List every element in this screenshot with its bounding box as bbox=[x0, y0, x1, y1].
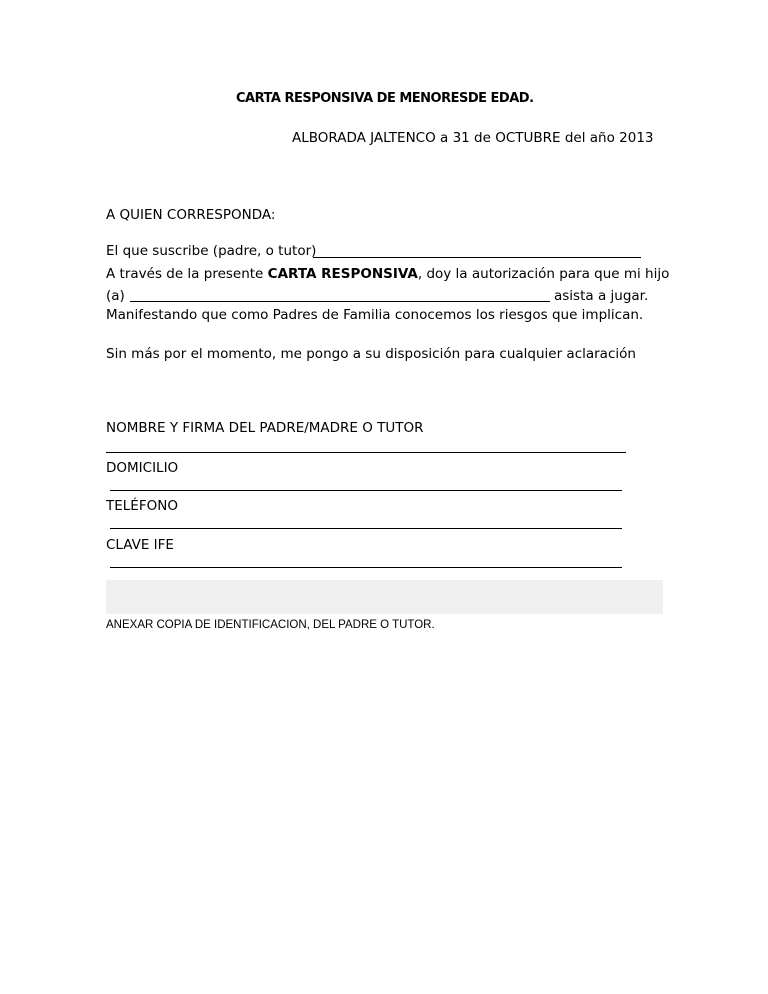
shaded-box bbox=[106, 580, 663, 614]
child-name-blank[interactable] bbox=[130, 301, 550, 302]
risk-statement: Manifestando que como Padres de Familia conocemos los riesgos que implican. bbox=[106, 307, 644, 323]
field-ife-blank[interactable] bbox=[110, 567, 622, 568]
annex-note: ANEXAR COPIA DE IDENTIFICACION, DEL PADRE O TUTOR. bbox=[106, 619, 435, 631]
field-ife-label: CLAVE IFE bbox=[106, 537, 174, 553]
field-address-label: DOMICILIO bbox=[106, 460, 179, 476]
tutor-line-label: El que suscribe (padre, o tutor) bbox=[106, 243, 317, 259]
place-date: ALBORADA JALTENCO a 31 de OCTUBRE del año 2013 bbox=[292, 130, 654, 146]
document-title: CARTA RESPONSIVA DE MENORESDE EDAD. bbox=[236, 91, 534, 106]
greeting: A QUIEN CORRESPONDA: bbox=[106, 207, 276, 223]
authorization-pre: A través de la presente bbox=[106, 266, 268, 282]
field-phone-label: TELÉFONO bbox=[106, 498, 178, 514]
tutor-name-blank[interactable] bbox=[313, 257, 641, 258]
field-name-blank[interactable] bbox=[106, 452, 626, 453]
closing-statement: Sin más por el momento, me pongo a su disposición para cualquier aclaración bbox=[106, 346, 636, 362]
authorization-line bbox=[106, 265, 669, 283]
child-line-label: (a) bbox=[106, 288, 125, 304]
field-address-blank[interactable] bbox=[110, 490, 622, 491]
field-name-label: NOMBRE Y FIRMA DEL PADRE/MADRE O TUTOR bbox=[106, 420, 424, 436]
authorization-bold: CARTA RESPONSIVA bbox=[267, 266, 418, 282]
child-line-suffix: asista a jugar. bbox=[554, 288, 649, 304]
authorization-post: , doy la autorización para que mi hijo bbox=[417, 266, 670, 282]
field-phone-blank[interactable] bbox=[110, 528, 622, 529]
